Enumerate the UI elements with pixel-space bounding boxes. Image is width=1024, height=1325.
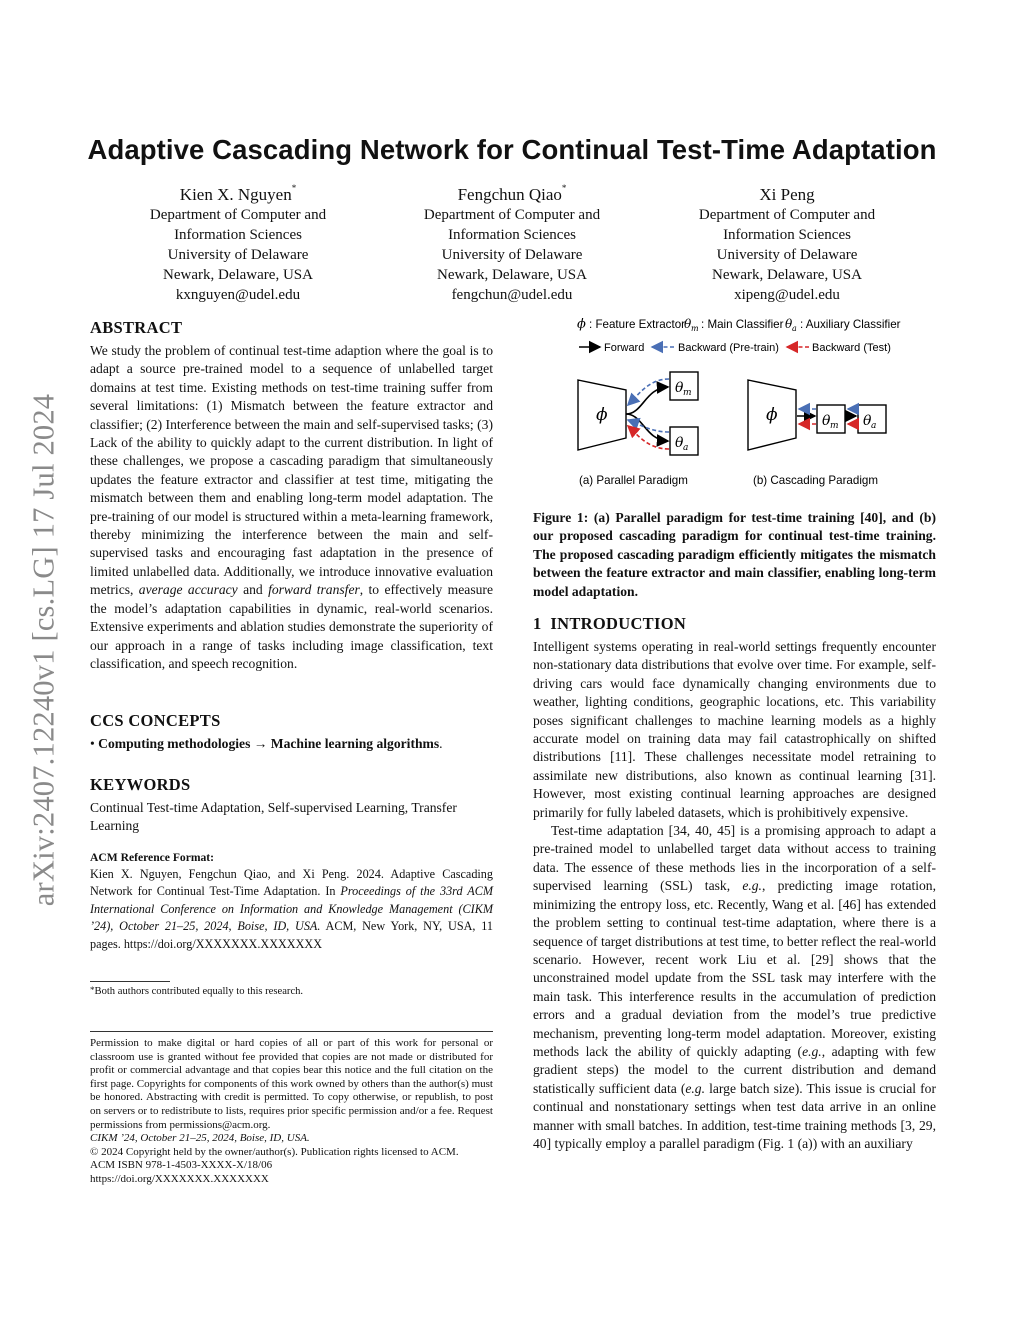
forward-arrow-main bbox=[626, 387, 668, 414]
author-email: xipeng@udel.edu bbox=[734, 287, 840, 303]
legend-auxiliary-classifier: : Auxiliary Classifier bbox=[800, 318, 901, 331]
legend-forward: Forward bbox=[604, 342, 645, 354]
author-dept: Information Sciences bbox=[723, 227, 851, 243]
figure-1-caption: Figure 1: (a) Parallel paradigm for test-time training [40], and (b) our proposed cascading paradigm for continual test-time training. The proposed cascading paradigm efficiently mitigates the mismatch between the feature extractor and main classifier, enabling long-term model adaptation. bbox=[533, 510, 936, 599]
footnote-text: Both authors contributed equally to this research. bbox=[94, 986, 304, 997]
author-dept: Department of Computer and bbox=[149, 207, 327, 223]
permission-rule bbox=[90, 1031, 493, 1032]
arxiv-identifier-stamp: arXiv:2407.12240v1 [cs.LG] 17 Jul 2024 bbox=[26, 393, 61, 907]
permission-conference: CIKM ’24, October 21–25, 2024, Boise, ID, USA. bbox=[90, 1132, 310, 1145]
bullet: • bbox=[90, 736, 95, 751]
legend-backward-test: Backward (Test) bbox=[812, 342, 891, 354]
paper-title: Adaptive Cascading Network for Continual Test-Time Adaptation bbox=[87, 134, 937, 165]
abstract-text: and bbox=[237, 582, 269, 598]
phi-symbol: ϕ bbox=[766, 405, 778, 425]
reference-text: ACM, New York, NY, USA, 11 pages. https://doi.org/XXXXXXX.XXXXXXX bbox=[90, 919, 493, 951]
reference-venue: Proceedings of the 33rd ACM International Conference on Information and Knowledge Management (CIKM ’24), October 21–25, 2024, Boise, ID, USA. bbox=[90, 884, 493, 934]
author-dept: Information Sciences bbox=[448, 227, 576, 243]
author-dept: Department of Computer and bbox=[698, 207, 876, 223]
introduction-paragraph-2 bbox=[533, 822, 936, 1153]
backward-test-arrow-aux bbox=[628, 426, 669, 449]
cascading-paradigm-diagram bbox=[748, 380, 886, 450]
backward-pretrain-arrow-main bbox=[628, 379, 669, 405]
author-name: Xi Peng bbox=[759, 185, 815, 204]
keywords-body: Continual Test-time Adaptation, Self-supervised Learning, Transfer Learning bbox=[90, 800, 457, 834]
abstract-text: We study the problem of continual test-time adaption where the goal is to adapt a source pre-trained model to a sequence of unlabelled target domains at test time. Existing methods on test-time training suffer from several limitations: (1) Mismatch between the feature extractor and classifier; (2) Interference between the main and self-supervised tasks; (3) Lack of the ability to quickly adapt to the current distribution. In light of these challenges, we propose a cascading paradigm that simultaneously updates the feature extractor and classifier at test time, mitigating the mismatch between them and enabling long-term model adaptation. The pre-training of our model is structured within a meta-learning framework, thereby minimizing the interference between the main and self-supervised tasks and encouraging fast adaptation in the presence of limited unlabelled data. Additionally, we introduce innovative evaluation metrics, bbox=[90, 343, 493, 598]
theta-symbol: θ bbox=[863, 413, 872, 429]
parallel-paradigm-diagram bbox=[578, 372, 698, 455]
figure-1-diagram bbox=[533, 310, 936, 500]
theta-symbol: θ bbox=[822, 413, 831, 429]
footnote-rule bbox=[90, 981, 170, 982]
footnote-mark: * bbox=[90, 985, 95, 995]
ccs-heading: CCS CONCEPTS bbox=[90, 711, 221, 730]
phi-symbol: ϕ bbox=[596, 405, 608, 425]
acm-reference-heading: ACM Reference Format: bbox=[90, 851, 215, 864]
abbreviation: e.g. bbox=[802, 1043, 822, 1059]
author-university: University of Delaware bbox=[441, 247, 583, 263]
equal-contribution-mark: * bbox=[561, 183, 567, 193]
theta-symbol: θ bbox=[675, 435, 684, 451]
abstract-body bbox=[90, 342, 493, 673]
author-block-1 bbox=[98, 184, 378, 305]
footnote bbox=[90, 986, 303, 997]
paragraph-text: large batch size). This issue is crucial for continual and nonstationary settings when test data arrive in an online manner with small batches. In addition, test-time training methods [3, 29, 40] typically employ a parallel paradigm (Fig. 1 (a)) with an auxiliary bbox=[533, 1080, 936, 1151]
abstract-emphasis: forward transfer bbox=[268, 582, 360, 598]
author-dept: Department of Computer and bbox=[423, 207, 601, 223]
abbreviation: e.g. bbox=[742, 878, 762, 894]
legend-symbols bbox=[577, 317, 901, 333]
subscript-a: a bbox=[683, 443, 689, 453]
copyright-notice: © 2024 Copyright held by the owner/author(s). Publication rights licensed to ACM. bbox=[90, 1145, 459, 1158]
section-number: 1 bbox=[533, 614, 542, 633]
author-block-3 bbox=[647, 184, 927, 305]
doi: https://doi.org/XXXXXXX.XXXXXXX bbox=[90, 1172, 269, 1185]
author-university: University of Delaware bbox=[167, 247, 309, 263]
subfigure-b-caption: (b) Cascading Paradigm bbox=[753, 474, 879, 487]
phi-symbol: ϕ bbox=[577, 317, 586, 332]
permission-block bbox=[90, 1037, 493, 1187]
author-email: fengchun@udel.edu bbox=[451, 287, 573, 303]
figure-1 bbox=[533, 310, 936, 500]
paragraph-text: , adapting with few gradient steps) the model to the current distribution and demand statistically sufficient data ( bbox=[533, 1043, 936, 1096]
section-title: INTRODUCTION bbox=[550, 614, 687, 633]
introduction-paragraph-1: Intelligent systems operating in real-world settings frequently encounter non-stationary data distributions that evolve over time. For example, self-driving cars would face dynamically changing environments due to weather, lighting conditions, geographic locations, etc. This variability poses significant challenges to machine learning models as a highly accurate model on training data may fail catastrophically on shifted distributions [11]. These challenges necessitate model retraining to assimilate new distributions, also known as continual learning [31]. However, most existing continual learning approaches are designed primarily for fully labeled datasets, which is prohibitively expensive. bbox=[533, 639, 936, 820]
theta-symbol: θ bbox=[675, 380, 684, 396]
acm-reference-body bbox=[90, 866, 493, 953]
author-name: Fengchun Qiao bbox=[457, 185, 562, 204]
author-location: Newark, Delaware, USA bbox=[712, 267, 862, 283]
abstract-emphasis: average accuracy bbox=[138, 582, 238, 598]
subscript-m: m bbox=[830, 421, 839, 431]
author-location: Newark, Delaware, USA bbox=[163, 267, 313, 283]
subscript-a: a bbox=[792, 324, 797, 333]
introduction-heading bbox=[533, 614, 686, 634]
author-email: kxnguyen@udel.edu bbox=[175, 287, 301, 303]
subscript-m: m bbox=[683, 388, 692, 398]
subscript-a: a bbox=[871, 421, 877, 431]
theta-symbol: θ bbox=[684, 317, 692, 331]
ccs-body bbox=[90, 735, 493, 753]
legend-arrows bbox=[579, 342, 891, 354]
author-block-2 bbox=[372, 184, 652, 305]
legend-backward-pretrain: Backward (Pre-train) bbox=[678, 342, 779, 354]
paragraph-text: Test-time adaptation [34, 40, 45] is a promising approach to adapt a pre-trained model to unlabelled target data without access to training data. The essence of these methods lies in the incorporation of a self-supervised learning (SSL) task, bbox=[533, 823, 936, 894]
abstract-text: , to effectively measure the model’s adaptation capabilities in dynamic, real-world scenarios. Extensive experiments and ablation studies demonstrate the superiority of our approach in a range of tasks including image classification, text classification, and speech recognition. bbox=[90, 582, 493, 671]
theta-symbol: θ bbox=[785, 317, 793, 331]
isbn: ACM ISBN 978-1-4503-XXXX-X/18/06 bbox=[90, 1159, 273, 1172]
legend-main-classifier: : Main Classifier bbox=[701, 318, 784, 331]
subfigure-a-caption: (a) Parallel Paradigm bbox=[579, 474, 688, 487]
author-dept: Information Sciences bbox=[174, 227, 302, 243]
ccs-period: . bbox=[439, 736, 443, 751]
author-name: Kien X. Nguyen bbox=[179, 185, 292, 204]
abstract-heading: ABSTRACT bbox=[90, 318, 183, 337]
author-university: University of Delaware bbox=[716, 247, 858, 263]
author-location: Newark, Delaware, USA bbox=[437, 267, 587, 283]
reference-text: Kien X. Nguyen, Fengchun Qiao, and Xi Peng. 2024. Adaptive Cascading Network for Continual Test-Time Adaptation. In bbox=[90, 867, 493, 899]
permission-text: Permission to make digital or hard copies of all or part of this work for personal or classroom use is granted without fee provided that copies are not made or distributed for profit or commercial advantage and that copies bear this notice and the full citation on the first page. Copyrights for components of this work owned by others than the author(s) must be honored. Abstracting with credit is permitted. To copy otherwise, or republish, to post on servers or to redistribute to lists, requires prior specific permission and/or a fee. Request permissions from permissions@acm.org. bbox=[90, 1037, 493, 1131]
legend-feature-extractor: : Feature Extractor bbox=[589, 318, 686, 331]
keywords-heading: KEYWORDS bbox=[90, 775, 191, 794]
introduction-body bbox=[533, 638, 936, 1153]
abbreviation: e.g. bbox=[685, 1080, 706, 1096]
ccs-concept: Computing methodologies → Machine learning algorithms bbox=[98, 736, 440, 751]
equal-contribution-mark: * bbox=[291, 183, 297, 193]
subscript-m: m bbox=[691, 324, 699, 333]
paragraph-text: , predicting image rotation, minimizing the entropy loss, etc. Recently, Wang et al. [46] has extended the problem setting to continual test-time adaptation, where there is a sequence of target distributions at test time, to better reflect the real-world scenario. However, recent work Liu et al. [29] shows that the unconstrained model update from the SSL task may interfere with the main task. This interference results in the accumulation of prediction errors and a gradual deviation from the model’s true predictive mechanism, preventing long-term model adaptation. Moreover, existing methods lack the ability of quickly adapting ( bbox=[533, 878, 936, 1059]
